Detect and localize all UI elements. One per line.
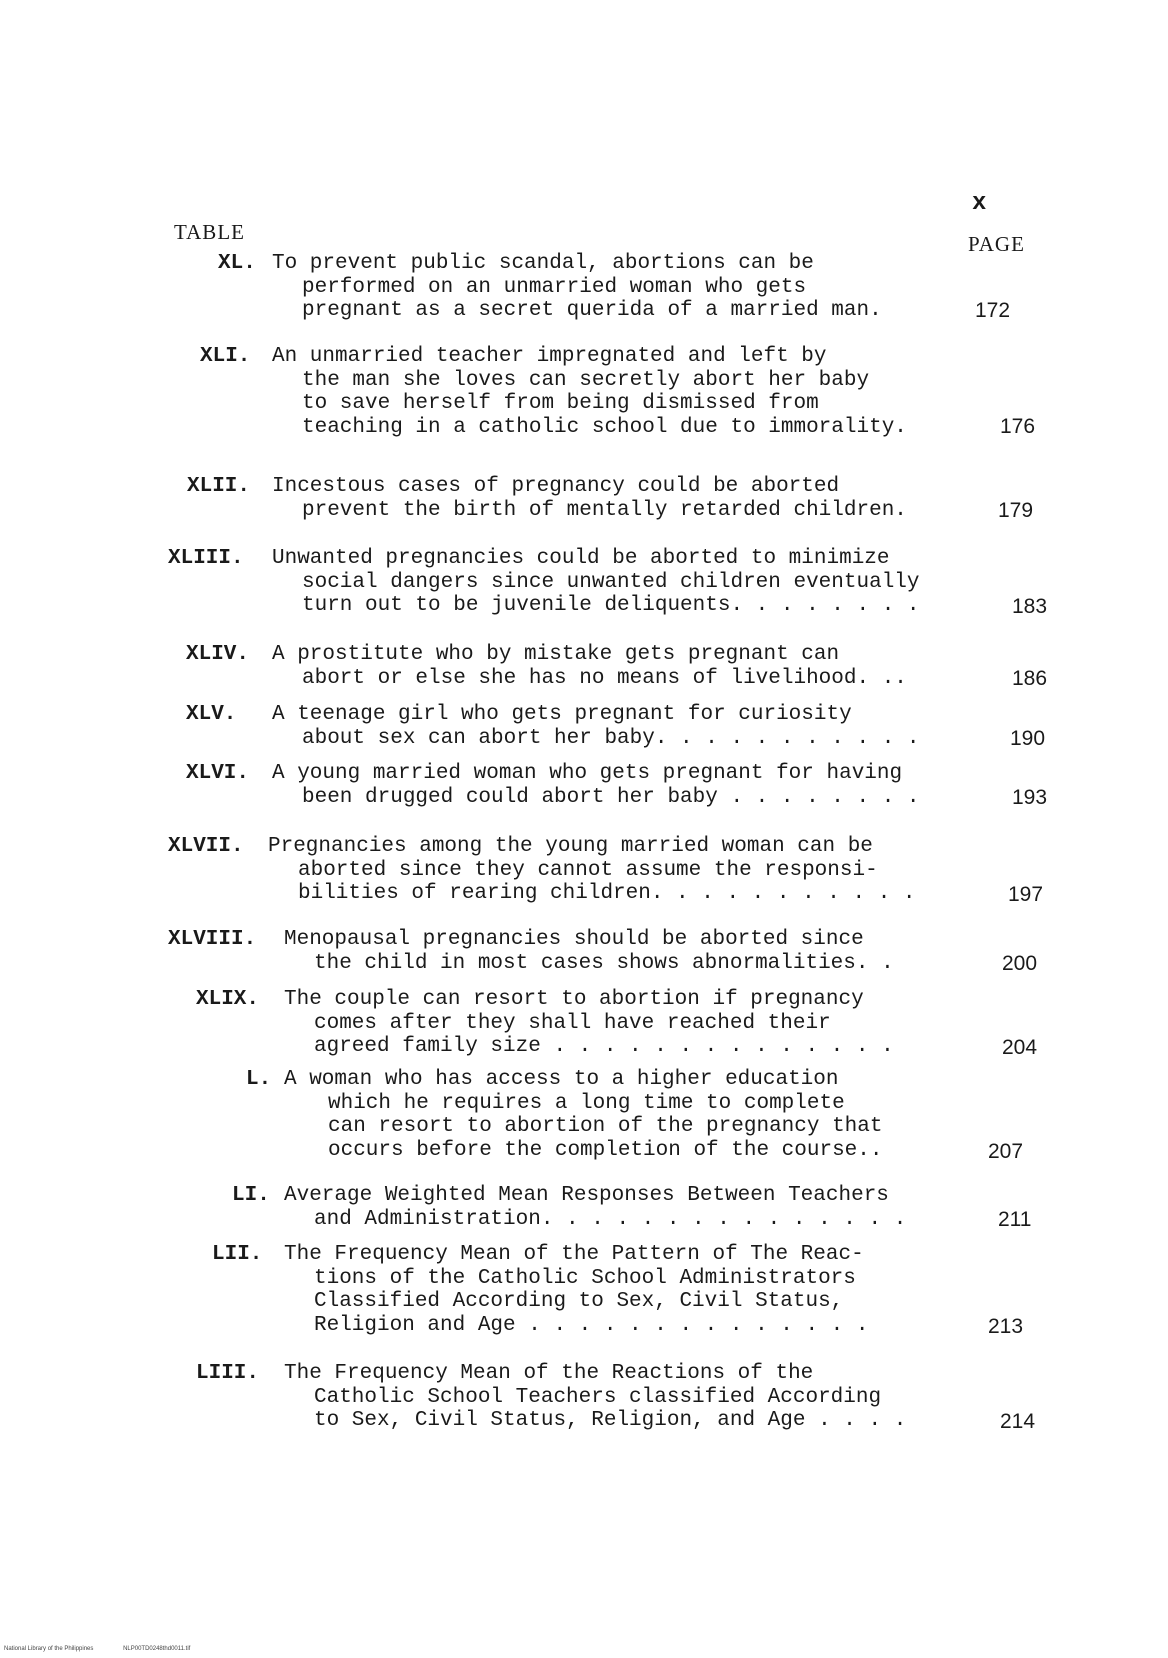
title-line: An unmarried teacher impregnated and left by [272, 345, 827, 368]
title-line: abort or else she has no means of livelihood. .. [302, 666, 907, 690]
table-title [272, 252, 882, 323]
table-title [284, 988, 894, 1059]
table-number: L. [246, 1068, 272, 1091]
title-line: the man she loves can secretly abort her baby [302, 368, 870, 392]
title-line: Incestous cases of pregnancy could be aborted [272, 475, 840, 498]
page-ref: 179 [998, 499, 1034, 522]
title-line: the child in most cases shows abnormalities. . [314, 951, 894, 975]
title-line: occurs before the completion of the course.. [328, 1138, 883, 1162]
table-title [284, 1184, 906, 1231]
title-line: Unwanted pregnancies could be aborted to minimize [272, 547, 890, 570]
table-number: XLVIII. [168, 928, 257, 951]
table-number: XLIX. [196, 988, 260, 1011]
page-ref: 190 [1010, 727, 1046, 750]
title-line: can resort to abortion of the pregnancy that [328, 1115, 883, 1138]
title-line: comes after they shall have reached their [314, 1011, 831, 1035]
page-ref: 186 [1012, 667, 1048, 690]
title-line: pregnant as a secret querida of a married man. [302, 299, 882, 322]
title-line: Menopausal pregnancies should be aborted since [284, 928, 864, 951]
title-line: Average Weighted Mean Responses Between Teachers [284, 1184, 889, 1207]
table-number: XL. [218, 252, 256, 275]
title-line: been drugged could abort her baby . . . . . . . . [302, 785, 920, 809]
page-ref: 193 [1012, 786, 1048, 809]
table-number: XLI. [200, 345, 251, 368]
title-line: to save herself from being dismissed from [302, 392, 819, 415]
table-title [268, 835, 916, 906]
table-title [284, 1243, 869, 1337]
title-line: prevent the birth of mentally retarded children. [302, 498, 907, 522]
title-line: The couple can resort to abortion if pregnancy [284, 988, 864, 1011]
table-number: LII. [212, 1243, 263, 1266]
title-line: Classified According to Sex, Civil Status, [314, 1290, 844, 1313]
table-title [272, 547, 920, 618]
page-ref: 200 [1002, 952, 1038, 975]
title-line: which he requires a long time to complete [328, 1091, 845, 1115]
page-number: x [972, 190, 987, 217]
table-title [272, 643, 907, 690]
title-line: social dangers since unwanted children eventually [302, 570, 920, 594]
title-line: Catholic School Teachers classified According [314, 1385, 882, 1409]
title-line: The Frequency Mean of the Reactions of the [284, 1362, 814, 1385]
table-title [272, 345, 907, 439]
file-name: NLP00TD0248thd0011.tif [123, 1646, 191, 1652]
library-credit: National Library of the Philippines [4, 1646, 94, 1652]
title-line: agreed family size . . . . . . . . . . . . . . [314, 1035, 894, 1058]
scan-footer [4, 1646, 218, 1652]
page-ref: 204 [1002, 1036, 1038, 1059]
page-ref: 207 [988, 1140, 1024, 1163]
page-ref: 211 [998, 1208, 1032, 1231]
page-column-header: PAGE [968, 232, 1025, 256]
title-line: to Sex, Civil Status, Religion, and Age . . . . [314, 1409, 907, 1432]
title-line: turn out to be juvenile deliquents. . . . . . . . [302, 594, 920, 617]
table-number: XLIII. [168, 547, 244, 570]
table-title [272, 475, 907, 522]
page-ref: 197 [1008, 883, 1044, 906]
table-title [284, 1068, 883, 1162]
title-line: A woman who has access to a higher education [284, 1068, 839, 1091]
page-ref: 214 [1000, 1410, 1036, 1433]
title-line: Religion and Age . . . . . . . . . . . . . . [314, 1313, 869, 1337]
table-title [284, 928, 894, 975]
page-ref: 213 [988, 1315, 1024, 1338]
title-line: about sex can abort her baby. . . . . . . . . . . [302, 726, 920, 750]
table-number: XLV. [186, 703, 237, 726]
table-title [284, 1362, 906, 1433]
table-number: LI. [232, 1184, 270, 1207]
table-title [272, 762, 920, 809]
title-line: teaching in a catholic school due to immorality. [302, 415, 907, 439]
title-line: A prostitute who by mistake gets pregnant can [272, 643, 840, 666]
table-number: XLVI. [186, 762, 250, 785]
table-title [272, 703, 920, 750]
table-number: XLIV. [186, 643, 250, 666]
title-line: A young married woman who gets pregnant for having [272, 762, 903, 785]
page-ref: 183 [1012, 595, 1048, 618]
title-line: The Frequency Mean of the Pattern of The Reac- [284, 1243, 864, 1266]
page-ref: 172 [975, 299, 1011, 322]
title-line: bilities of rearing children. . . . . . . . . . . [298, 882, 916, 905]
title-line: A teenage girl who gets pregnant for curiosity [272, 703, 852, 726]
title-line: performed on an unmarried woman who gets [302, 275, 807, 299]
table-number: XLVII. [168, 835, 244, 858]
table-number: XLII. [187, 475, 251, 498]
title-line: and Administration. . . . . . . . . . . . . . . [314, 1207, 907, 1231]
title-line: aborted since they cannot assume the responsi- [298, 858, 878, 882]
title-line: To prevent public scandal, abortions can be [272, 252, 814, 275]
page-ref: 176 [1000, 415, 1036, 438]
table-number: LIII. [196, 1362, 260, 1385]
title-line: Pregnancies among the young married woman can be [268, 835, 873, 858]
title-line: tions of the Catholic School Administrators [314, 1266, 856, 1290]
table-column-header: TABLE [174, 220, 245, 244]
